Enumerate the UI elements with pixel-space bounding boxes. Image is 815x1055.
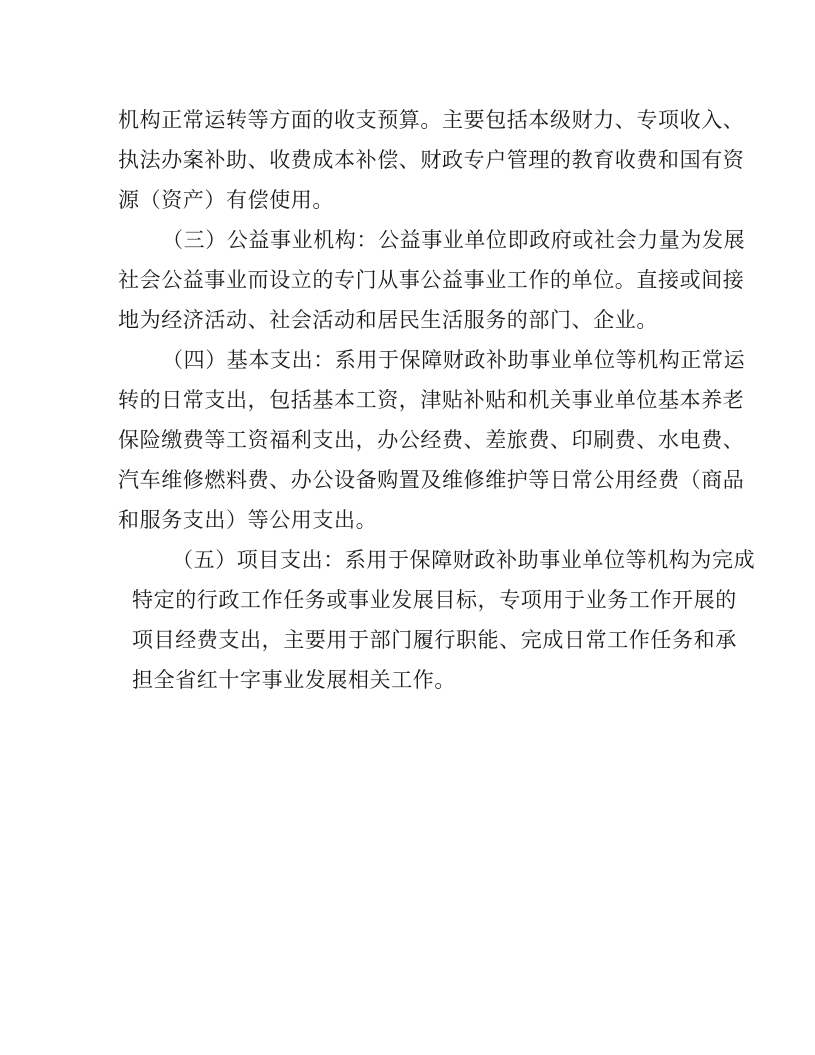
paragraph-line: 保险缴费等工资福利支出，办公经费、差旅费、印刷费、水电费、 — [118, 428, 745, 452]
paragraph-line: （四）基本支出：系用于保障财政补助事业单位等机构正常运 — [162, 348, 746, 372]
paragraph-line: 担全省红十字事业发展相关工作。 — [132, 668, 456, 692]
paragraph-line: 执法办案补助、收费成本补偿、财政专户管理的教育收费和国有资 — [118, 148, 745, 172]
paragraph-line: 地为经济活动、社会活动和居民生活服务的部门、企业。 — [118, 308, 658, 332]
paragraph-line: 源（资产）有偿使用。 — [118, 188, 334, 212]
paragraph-line: 社会公益事业而设立的专门从事公益事业工作的单位。直接或间接 — [118, 268, 745, 292]
paragraph-line: 机构正常运转等方面的收支预算。主要包括本级财力、专项收入、 — [118, 108, 745, 132]
paragraph-line: （三）公益事业机构：公益事业单位即政府或社会力量为发展 — [162, 228, 746, 252]
paragraph-line: 特定的行政工作任务或事业发展目标，专项用于业务工作开展的 — [132, 588, 737, 612]
paragraph-line: 和服务支出）等公用支出。 — [118, 508, 378, 532]
paragraph-line: 汽车维修燃料费、办公设备购置及维修维护等日常公用经费（商品 — [118, 468, 745, 492]
paragraph-line: （五）项目支出：系用于保障财政补助事业单位等机构为完成 — [172, 548, 756, 572]
paragraph-line: 转的日常支出，包括基本工资，津贴补贴和机关事业单位基本养老 — [118, 388, 745, 412]
paragraph-line: 项目经费支出，主要用于部门履行职能、完成日常工作任务和承 — [132, 628, 737, 652]
